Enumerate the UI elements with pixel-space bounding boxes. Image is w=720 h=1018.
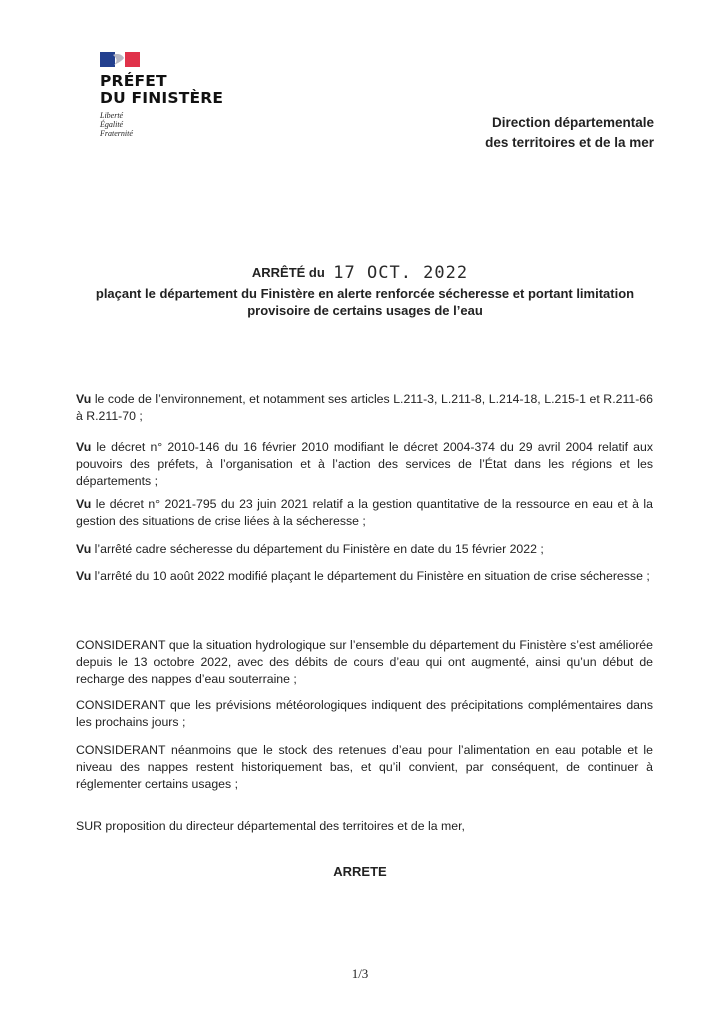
issuing-direction: Direction départementale des territoires et de la mer: [485, 115, 654, 150]
visa-paragraph: Vu le décret n° 2010-146 du 16 février 2010 modifiant le décret 2004-374 du 29 avril 2004 relatif aux pouvoirs des préfets, à l’organisation et à l’action des services de l’État dans les régions et les départements ;: [76, 440, 653, 488]
page-number: 1/3: [351, 966, 369, 981]
arrete-subtitle: plaçant le département du Finistère en alerte renforcée sécheresse et portant limitation provisoire de certains usages de l’eau: [95, 286, 635, 318]
considerant-paragraph: CONSIDERANT que les prévisions météorologiques indiquent des précipitations complémentaires dans les prochains jours ;: [76, 698, 653, 729]
arrete-label: ARRÊTÉ du: [251, 265, 325, 280]
visa-paragraph: Vu l’arrêté cadre sécheresse du département du Finistère en date du 15 février 2022 ;: [76, 542, 544, 556]
considerant-paragraph: CONSIDERANT néanmoins que le stock des retenues d’eau pour l’alimentation en eau potable et le niveau des nappes restent historiquement bas, et qu’il convient, par conséquent, de continuer à réglementer certains usages ;: [76, 743, 653, 791]
considerant-paragraph: CONSIDERANT que la situation hydrologique sur l’ensemble du département du Finistère s’est améliorée depuis le 13 octobre 2022, avec des débits de cours d’eau qui ont augmenté, ainsi qu’un début de recharge des nappes d’eau souterraine ;: [76, 638, 653, 686]
prefecture-logo: [100, 52, 223, 138]
proposition-paragraph: SUR proposition du directeur départemental des territoires et de la mer,: [76, 819, 465, 833]
visa-paragraph: Vu l’arrêté du 10 août 2022 modifié plaçant le département du Finistère en situation de crise sécheresse ;: [76, 569, 650, 583]
marianne-flag-icon: [100, 52, 140, 67]
date-stamp: 17 OCT. 2022: [333, 263, 469, 283]
visa-paragraph: Vu le code de l’environnement, et notamment ses articles L.211-3, L.211-8, L.214-18, L.215-1 et R.211-66 à R.211-70 ;: [76, 392, 653, 423]
prefet-title: PRÉFET DU FINISTÈRE: [100, 72, 224, 107]
republic-motto: Liberté Égalité Fraternité: [100, 111, 133, 138]
visa-paragraph: Vu le décret n° 2021-795 du 23 juin 2021 relatif a la gestion quantitative de la ressource en eau et à la gestion des situations de crise liées à la sécheresse ;: [76, 497, 653, 528]
arrete-heading: [0, 262, 720, 282]
arrete-section-heading: ARRETE: [333, 864, 387, 879]
